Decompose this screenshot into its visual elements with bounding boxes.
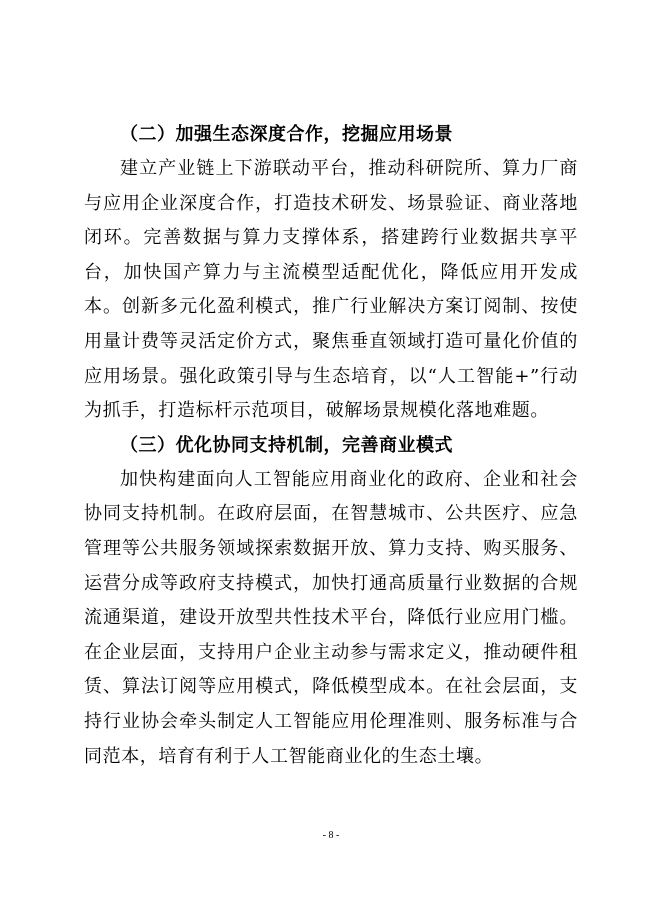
section-2-paragraph: 建立产业链上下游联动平台，推动科研院所、算力厂商与应用企业深度合作，打造技术研发、场景验证、商业落地闭环。完善数据与算力支撑体系，搭建跨行业数据共享平台，加快国产算力与主流模型适配优化，降低应用开发成本。创新多元化盈利模式，推广行业解决方案订阅制、按使用量计费等灵活定价方式，聚焦垂直领域打造可量化价值的应用场景。强化政策引导与生态培育，以“人工智能+”行动为抓手，打造标杆示范项目，破解场景规模化落地难题。: [84, 158, 578, 422]
section-3-heading: （三）优化协同支持机制，完善商业模式: [120, 434, 453, 456]
section-3-paragraph: 加快构建面向人工智能应用商业化的政府、企业和社会协同支持机制。在政府层面，在智慧城市、公共医疗、应急管理等公共服务领域探索数据开放、算力支持、购买服务、运营分成等政府支持模式，加快打通高质量行业数据的合规流通渠道，建设开放型共性技术平台，降低行业应用门槛。在企业层面，支持用户企业主动参与需求定义，推动硬件租赁、算法订阅等应用模式，降低模型成本。在社会层面，支持行业协会牵头制定人工智能应用伦理准则、服务标准与合同范本，培育有利于人工智能商业化的生态土壤。: [84, 468, 578, 767]
section-2-heading: （二）加强生态深度合作，挖掘应用场景: [120, 124, 453, 145]
page-number: - 8 -: [322, 830, 340, 841]
document-body: [84, 118, 578, 774]
